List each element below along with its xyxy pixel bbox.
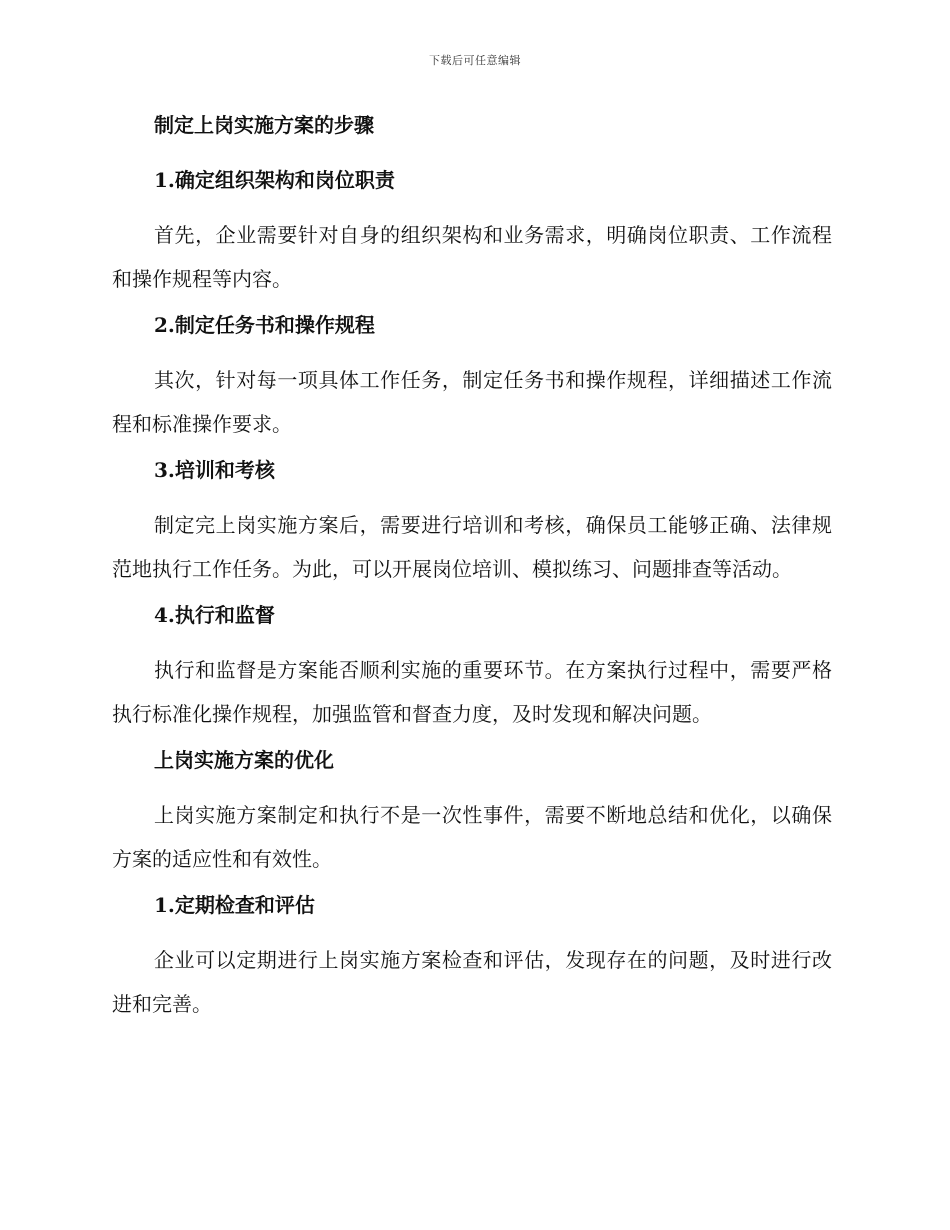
paragraph-org-structure: 首先，企业需要针对自身的组织架构和业务需求，明确岗位职责、工作流程和操作规程等内容。 [112,223,832,291]
section-heading-optimization: 上岗实施方案的优化 [154,748,334,772]
page-header: 下载后可任意编辑 [429,54,521,67]
paragraph-training: 制定完上岗实施方案后，需要进行培训和考核，确保员工能够正确、法律规范地执行工作任务。为此，可以开展岗位培训、模拟练习、问题排查等活动。 [112,513,832,581]
paragraph-task-book: 其次，针对每一项具体工作任务，制定任务书和操作规程，详细描述工作流程和标准操作要求。 [112,368,832,436]
subheading-task-book: 2.制定任务书和操作规程 [154,313,375,337]
paragraph-execution: 执行和监督是方案能否顺利实施的重要环节。在方案执行过程中，需要严格执行标准化操作规程，加强监管和督查力度，及时发现和解决问题。 [112,658,832,726]
subheading-training: 3.培训和考核 [154,458,275,482]
paragraph-optimization: 上岗实施方案制定和执行不是一次性事件，需要不断地总结和优化，以确保方案的适应性和有效性。 [112,803,832,871]
subheading-execution: 4.执行和监督 [154,603,275,627]
subheading-org-structure: 1.确定组织架构和岗位职责 [154,168,395,192]
subheading-periodic-review: 1.定期检查和评估 [154,893,315,917]
section-heading-steps: 制定上岗实施方案的步骤 [154,113,374,137]
paragraph-periodic-review: 企业可以定期进行上岗实施方案检查和评估，发现存在的问题，及时进行改进和完善。 [112,948,832,1016]
document-body [112,110,832,1035]
